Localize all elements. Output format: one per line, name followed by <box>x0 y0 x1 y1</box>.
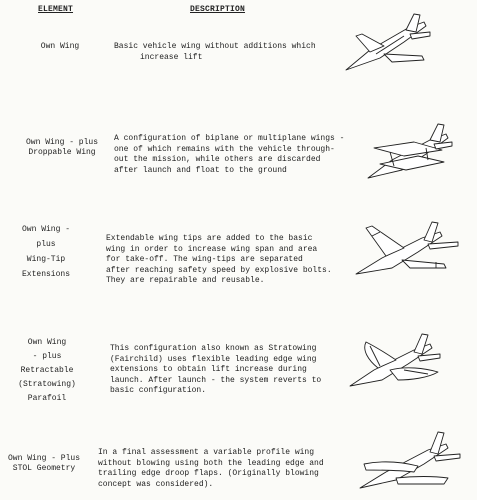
description-line: without blowing using both the leading edge and <box>98 458 324 468</box>
description-cell <box>110 344 321 397</box>
description-line: after launch and float to the ground <box>114 165 287 175</box>
description-line: basic configuration. <box>110 386 207 395</box>
element-cell <box>16 138 108 158</box>
description-cell <box>98 448 324 490</box>
biplane-aircraft-icon <box>364 120 456 182</box>
description-line: trailing edge droop flaps. (Originally blowing <box>98 469 319 478</box>
description-line: out the mission, while others are discarded <box>114 155 321 164</box>
description-line: launch. After launch - the system reverts to <box>110 375 322 385</box>
description-cell <box>114 134 344 176</box>
element-line: Own Wing - plus <box>25 138 98 147</box>
stratowing-aircraft-icon <box>344 330 444 392</box>
element-cell <box>20 42 100 52</box>
element-line: Own Wing - Plus <box>7 454 80 463</box>
description-line: A configuration of biplane or multiplane wings - <box>114 134 345 143</box>
description-line: one of which remains with the vehicle through- <box>114 144 335 154</box>
element-line: STOL Geometry <box>12 464 76 473</box>
element-line: plus <box>36 240 56 249</box>
description-line: This configuration also known as Stratowing <box>110 344 317 353</box>
element-cell <box>16 222 76 282</box>
description-line: extensions to obtain lift increase during <box>110 365 307 374</box>
element-line: Droppable Wing <box>28 148 96 157</box>
description-line: They are repairable and reusable. <box>106 276 265 285</box>
stol-aircraft-icon <box>356 424 464 494</box>
description-line: (Fairchild) uses flexible leading edge wing <box>110 354 317 364</box>
description-cell <box>106 234 332 287</box>
description-line: for take-off. The wing-tips are separated <box>106 255 303 264</box>
wingtip-extension-aircraft-icon <box>352 218 464 280</box>
description-line: Basic vehicle wing without additions which <box>114 42 316 51</box>
element-line: - plus <box>32 352 62 361</box>
element-cell <box>4 454 84 474</box>
element-line: Retractable <box>20 366 74 375</box>
element-column-header: ELEMENT <box>38 5 74 14</box>
element-cell <box>12 336 82 406</box>
description-cell <box>114 42 316 63</box>
element-line: Wing-Tip <box>26 255 66 264</box>
basic-wing-aircraft-icon <box>340 12 435 74</box>
description-line: concept was considered). <box>98 479 214 489</box>
element-line: Parafoil <box>27 394 67 403</box>
description-line: In a final assessment a variable profile wing <box>98 448 315 457</box>
element-line: Own Wing <box>40 42 80 51</box>
description-line: Extendable wing tips are added to the basic <box>106 234 313 243</box>
description-line: after reaching safety speed by explosive bolts. <box>106 265 332 275</box>
description-column-header: DESCRIPTION <box>190 5 246 14</box>
description-line: increase lift <box>140 52 203 62</box>
description-line: wing in order to increase wing span and area <box>106 244 318 254</box>
element-line: (Stratowing) <box>18 380 76 389</box>
element-line: Own Wing <box>27 338 67 347</box>
element-line: Own Wing - <box>21 225 70 234</box>
element-line: Extensions <box>21 270 70 279</box>
